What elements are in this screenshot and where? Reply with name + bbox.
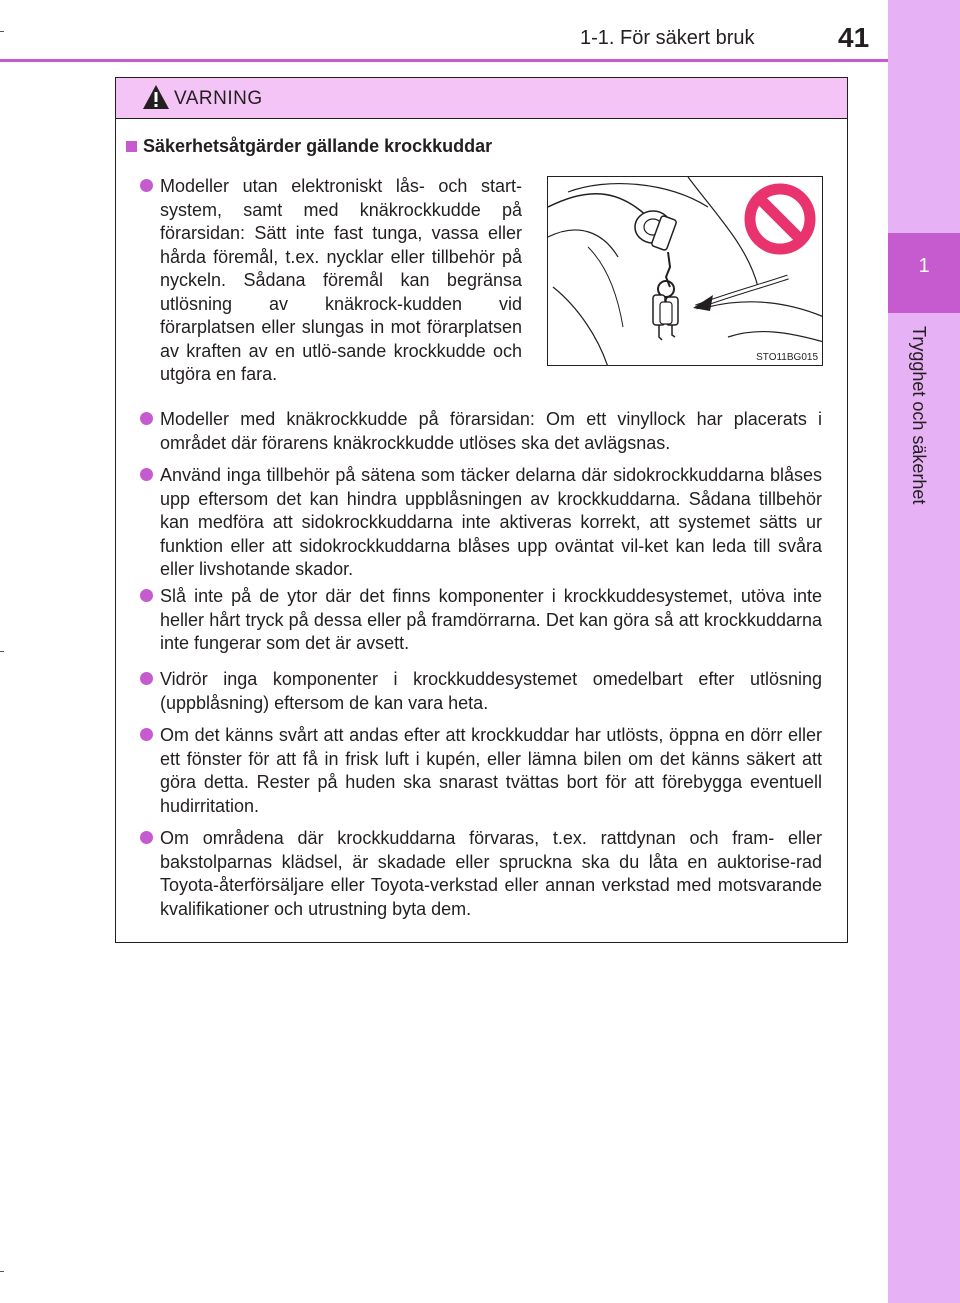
square-bullet-icon (126, 141, 137, 152)
warning-subheading (126, 136, 492, 157)
warning-item-text: Använd inga tillbehör på sätena som täcker delarna där sidokrockkuddarna blåses upp eftersom det kan hindra uppblåsningen av krockkuddarna. Sådana tillbehör kan medföra att sidokrockkuddarna inte aktiveras korrekt, att systemet sätts ur funktion eller att sidokrockkuddarna blåses upp oväntat vil-ket kan leda till svåra eller livshotande skador. (160, 465, 822, 579)
warning-item-text: Slå inte på de ytor där det finns komponenter i krockkuddesystemet, utöva inte heller hårt tryck på dessa eller på framdörrarna. Det kan göra så att krockkuddarna inte fungerar som det är avsett. (160, 586, 822, 653)
warning-item-text: Vidrör inga komponenter i krockkuddesystemet omedelbart efter utlösning (uppblåsning) eftersom de kan vara heta. (160, 669, 822, 713)
warning-item (142, 585, 822, 656)
warning-triangle-icon (142, 84, 170, 115)
page-number: 41 (838, 22, 870, 53)
warning-item (142, 668, 822, 715)
warning-item (142, 827, 822, 921)
warning-header (116, 78, 847, 119)
illustration-keys-prohibited (547, 176, 823, 366)
warning-item (142, 724, 822, 818)
crop-mark (0, 1271, 4, 1272)
warning-item (142, 175, 522, 387)
crop-mark (0, 31, 4, 32)
warning-label: VARNING (174, 88, 263, 109)
bullet-dot-icon (140, 468, 153, 481)
illustration-code: STO11BG015 (756, 352, 818, 363)
crop-mark (0, 651, 4, 652)
warning-item (142, 408, 822, 455)
header-rule (0, 59, 888, 62)
bullet-dot-icon (140, 672, 153, 685)
bullet-dot-icon (140, 831, 153, 844)
bullet-dot-icon (140, 589, 153, 602)
warning-box (115, 77, 848, 943)
bullet-dot-icon (140, 728, 153, 741)
warning-item-text: Modeller med knäkrockkudde på förarsidan: Om ett vinyllock har placerats i området där förarens knäkrockkudde utlöses ska det avlägsnas. (160, 409, 822, 453)
warning-item-text: Modeller utan elektroniskt lås- och start-system, samt med knäkrockkudde på förarsidan: Sätt inte fast tunga, vassa eller hårda föremål, t.ex. nycklar eller tillbehör på nyckeln. Sådana föremål kan begränsa utlösning av knäkrock-kudden vid förarplatsen eller slungas in mot förarplatsen av kraften av en utlö-sande krockkudde och utgöra en fara. (160, 176, 522, 384)
bullet-dot-icon (140, 412, 153, 425)
warning-item-text: Om det känns svårt att andas efter att krockkuddar har utlösts, öppna en dörr eller ett fönster för att få in frisk luft i kupén, eller lämna bilen om det känns säkert att göra detta. Rester på huden ska snarast tvättas bort för att förebygga eventuell hudirritation. (160, 725, 822, 816)
bullet-dot-icon (140, 179, 153, 192)
chapter-title: Trygghet och säkerhet (909, 326, 929, 505)
chapter-side-tab (888, 0, 960, 1303)
warning-subheading-text: Säkerhetsåtgärder gällande krockkuddar (143, 136, 493, 156)
warning-item (142, 464, 822, 582)
warning-item-text: Om områdena där krockkuddarna förvaras, t.ex. rattdynan och fram- eller bakstolparnas klädsel, är skadade eller spruckna ska du låta en auktorise-rad Toyota-återförsäljare eller Toyota-verkstad eller annan verkstad med motsvarande kvalifikationer och utrustning byta dem. (160, 828, 822, 919)
key-ring-illustration (548, 177, 823, 366)
section-title: 1-1. För säkert bruk (580, 27, 755, 49)
chapter-number: 1 (918, 255, 930, 277)
